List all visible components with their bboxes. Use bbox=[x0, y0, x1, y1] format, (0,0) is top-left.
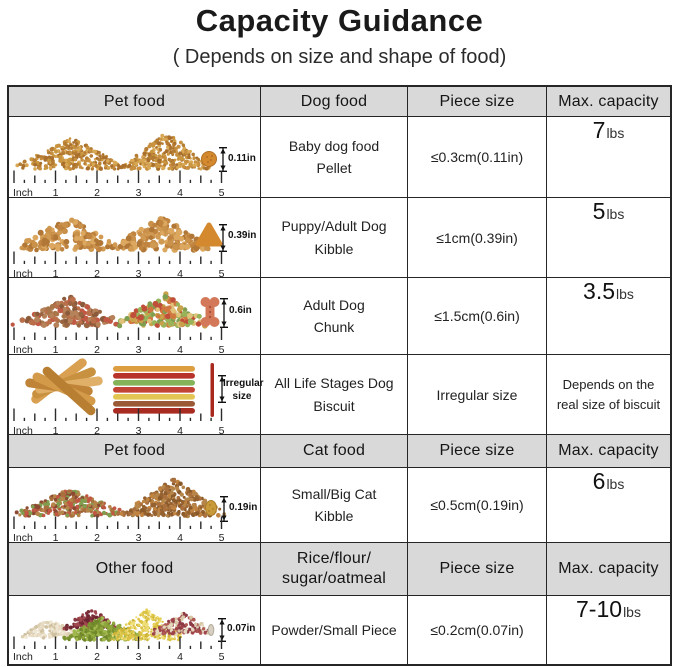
svg-text:1: 1 bbox=[52, 187, 59, 198]
size-label: 0.39in bbox=[228, 230, 257, 241]
header-max-capacity: Max. capacity bbox=[547, 87, 670, 117]
food-name: Powder/Small Piece bbox=[261, 596, 408, 664]
header-piece-size-3: Piece size bbox=[408, 543, 547, 596]
size-label: Irregular size bbox=[223, 378, 264, 402]
svg-text:3: 3 bbox=[135, 344, 142, 355]
svg-text:2: 2 bbox=[94, 344, 100, 355]
svg-text:4: 4 bbox=[177, 651, 183, 663]
food-name: Adult Dog Chunk bbox=[261, 278, 408, 355]
page-title: Capacity Guidance bbox=[195, 3, 484, 38]
food-photo-cat-kibble bbox=[9, 468, 261, 543]
svg-text:1: 1 bbox=[52, 425, 59, 435]
inch-ruler bbox=[13, 517, 225, 544]
svg-text:3: 3 bbox=[135, 425, 142, 435]
svg-text:2: 2 bbox=[94, 651, 100, 663]
svg-text:2: 2 bbox=[94, 532, 100, 543]
svg-text:Inch: Inch bbox=[13, 532, 33, 543]
svg-text:3: 3 bbox=[135, 268, 142, 278]
piece-size-value: ≤0.2cm(0.07in) bbox=[408, 596, 547, 664]
svg-text:2: 2 bbox=[94, 425, 100, 435]
inch-ruler bbox=[13, 328, 225, 356]
header-cat-food: Cat food bbox=[261, 435, 408, 468]
size-label: 0.07in bbox=[227, 623, 256, 634]
header-piece-size-2: Piece size bbox=[408, 435, 547, 468]
food-photo-baby-pellet bbox=[9, 117, 261, 198]
svg-text:5: 5 bbox=[218, 651, 225, 663]
header-max-capacity-3: Max. capacity bbox=[547, 543, 670, 596]
header-piece-size: Piece size bbox=[408, 87, 547, 117]
bone-chunk-icon bbox=[201, 297, 220, 327]
svg-text:Inch: Inch bbox=[13, 425, 33, 435]
chew-stick-stack bbox=[113, 366, 195, 414]
size-label: 0.19in bbox=[229, 502, 258, 513]
grain-icon bbox=[208, 625, 214, 636]
capacity-value: 5 lbs bbox=[547, 198, 670, 278]
svg-text:5: 5 bbox=[218, 344, 225, 355]
svg-text:4: 4 bbox=[177, 344, 183, 355]
round-pellet-icon bbox=[202, 152, 217, 167]
capacity-value: 7 lbs bbox=[547, 117, 670, 198]
food-photo-kibble bbox=[9, 198, 261, 278]
food-name: All Life Stages Dog Biscuit bbox=[261, 355, 408, 435]
header-rice-flour: Rice/flour/ sugar/oatmeal bbox=[261, 543, 408, 596]
svg-text:4: 4 bbox=[177, 425, 183, 435]
header-max-capacity-2: Max. capacity bbox=[547, 435, 670, 468]
food-photo-biscuit bbox=[9, 355, 264, 435]
header-other-food: Other food bbox=[9, 543, 261, 596]
size-label: 0.11in bbox=[228, 153, 256, 164]
biscuit-stick-icon bbox=[211, 363, 215, 417]
svg-text:1: 1 bbox=[52, 268, 59, 278]
piece-size-value: Irregular size bbox=[408, 355, 547, 435]
svg-text:5: 5 bbox=[218, 425, 225, 435]
capacity-value: 6 lbs bbox=[547, 468, 670, 543]
svg-text:5: 5 bbox=[218, 187, 225, 198]
inch-ruler bbox=[13, 252, 225, 279]
capacity-value: Depends on the real size of biscuit bbox=[547, 355, 670, 435]
svg-text:1: 1 bbox=[52, 651, 59, 663]
piece-size-value: ≤1.5cm(0.6in) bbox=[408, 278, 547, 355]
svg-text:4: 4 bbox=[177, 532, 183, 543]
food-photo-chunk bbox=[9, 278, 261, 355]
food-name: Small/Big Cat Kibble bbox=[261, 468, 408, 543]
header-dog-food: Dog food bbox=[261, 87, 408, 117]
piece-size-value: ≤0.3cm(0.11in) bbox=[408, 117, 547, 198]
page-subtitle: ( Depends on size and shape of food) bbox=[172, 46, 507, 68]
svg-text:3: 3 bbox=[135, 187, 142, 198]
svg-text:Inch: Inch bbox=[13, 268, 33, 278]
capacity-value: 3.5 lbs bbox=[547, 278, 670, 355]
svg-text:3: 3 bbox=[135, 651, 142, 663]
triangle-kibble-icon bbox=[198, 225, 220, 244]
svg-text:Inch: Inch bbox=[13, 344, 33, 355]
svg-text:1: 1 bbox=[52, 532, 59, 543]
food-photo-grains bbox=[9, 596, 261, 664]
biscuit-sticks-pile bbox=[25, 357, 104, 418]
svg-text:4: 4 bbox=[177, 187, 183, 198]
svg-text:2: 2 bbox=[94, 268, 100, 278]
svg-text:5: 5 bbox=[218, 532, 225, 543]
food-name: Puppy/Adult Dog Kibble bbox=[261, 198, 408, 278]
capacity-table bbox=[7, 85, 672, 666]
svg-text:Inch: Inch bbox=[13, 187, 33, 198]
svg-text:1: 1 bbox=[52, 344, 59, 355]
svg-text:5: 5 bbox=[218, 268, 225, 278]
piece-size-value: ≤1cm(0.39in) bbox=[408, 198, 547, 278]
piece-size-value: ≤0.5cm(0.19in) bbox=[408, 468, 547, 543]
food-name: Baby dog food Pellet bbox=[261, 117, 408, 198]
size-label: 0.6in bbox=[229, 305, 252, 316]
capacity-value: 7-10 lbs bbox=[576, 596, 641, 622]
svg-text:2: 2 bbox=[94, 187, 100, 198]
header-pet-food-2: Pet food bbox=[9, 435, 261, 468]
inch-ruler bbox=[13, 171, 225, 199]
header-pet-food: Pet food bbox=[9, 87, 261, 117]
oval-kibble-icon bbox=[206, 501, 217, 516]
svg-text:4: 4 bbox=[177, 268, 183, 278]
svg-text:Inch: Inch bbox=[13, 651, 33, 663]
svg-text:3: 3 bbox=[135, 532, 142, 543]
